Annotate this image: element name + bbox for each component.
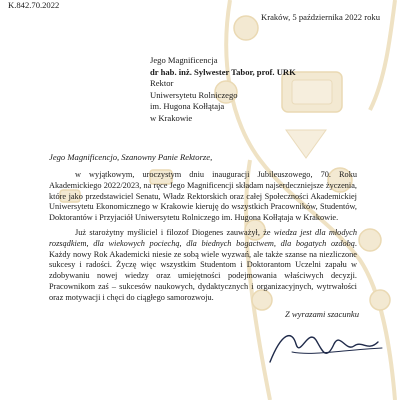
salutation: Jego Magnificencjo, Szanowny Panie Rektorze, — [49, 152, 213, 162]
date-line: Kraków, 5 października 2022 roku — [261, 12, 380, 22]
recipient-position: Rektor — [150, 78, 174, 89]
handwritten-signature — [262, 322, 392, 377]
reference-number: K.842.70.2022 — [8, 0, 60, 10]
recipient-university: Uniwersytetu Rolniczego — [150, 89, 238, 100]
diogenes-quote: wiedza jest dla młodych rozsądkiem, dla wiekowych pociechą, dla biednych bogactwem, dla bogatych ozdobą — [49, 227, 357, 248]
recipient-name: dr hab. inż. Sylwester Tabor, prof. URK — [150, 66, 296, 77]
closing-phrase: Z wyrazami szacunku — [285, 309, 360, 319]
paragraph-2-intro: Już starożytny myśliciel i filozof Diogenes zauważył, że — [75, 227, 274, 237]
letter-body — [49, 170, 357, 308]
paragraph-1: w wyjątkowym, uroczystym dniu inauguracji Jubileuszowego, 70. Roku Akademickiego 2022/2023, na ręce Jego Magnificencji składam najserdeczniejsze życzenia, które jako przedstawiciel Senatu, Władz Rektorskich oraz całej Społeczności Akademickiej Uniwersytetu Ekonomicznego w Krakowie kieruję do wszystkich Pracowników, Studentów, Doktorantów i Przyjaciół Uniwersytetu Rolniczego im. Hugona Kołłątaja w Krakowie. — [49, 170, 357, 223]
paragraph-2 — [49, 228, 357, 304]
recipient-city: w Krakowie — [150, 112, 193, 123]
recipient-university-patron: im. Hugona Kołłątaja — [150, 101, 225, 112]
recipient-title: Jego Magnificencja — [150, 55, 218, 65]
paragraph-2-rest: . Każdy nowy Rok Akademicki niesie ze sobą wiele wyzwań, ale także szanse na niezliczone sukcesy i radości. Życzę więc wszystkim Studentom i Doktorantom Uczelni zapału w zdobywaniu nowej wiedzy oraz umiejętności podejmowania właściwych decyzji. Pracownikom zaś – sukcesów naukowych, dydaktycznych i organizacyjnych, wytrwałości oraz motywacji i chęci do ciągłego samorozwoju. — [49, 238, 357, 302]
recipient-address — [150, 55, 296, 125]
